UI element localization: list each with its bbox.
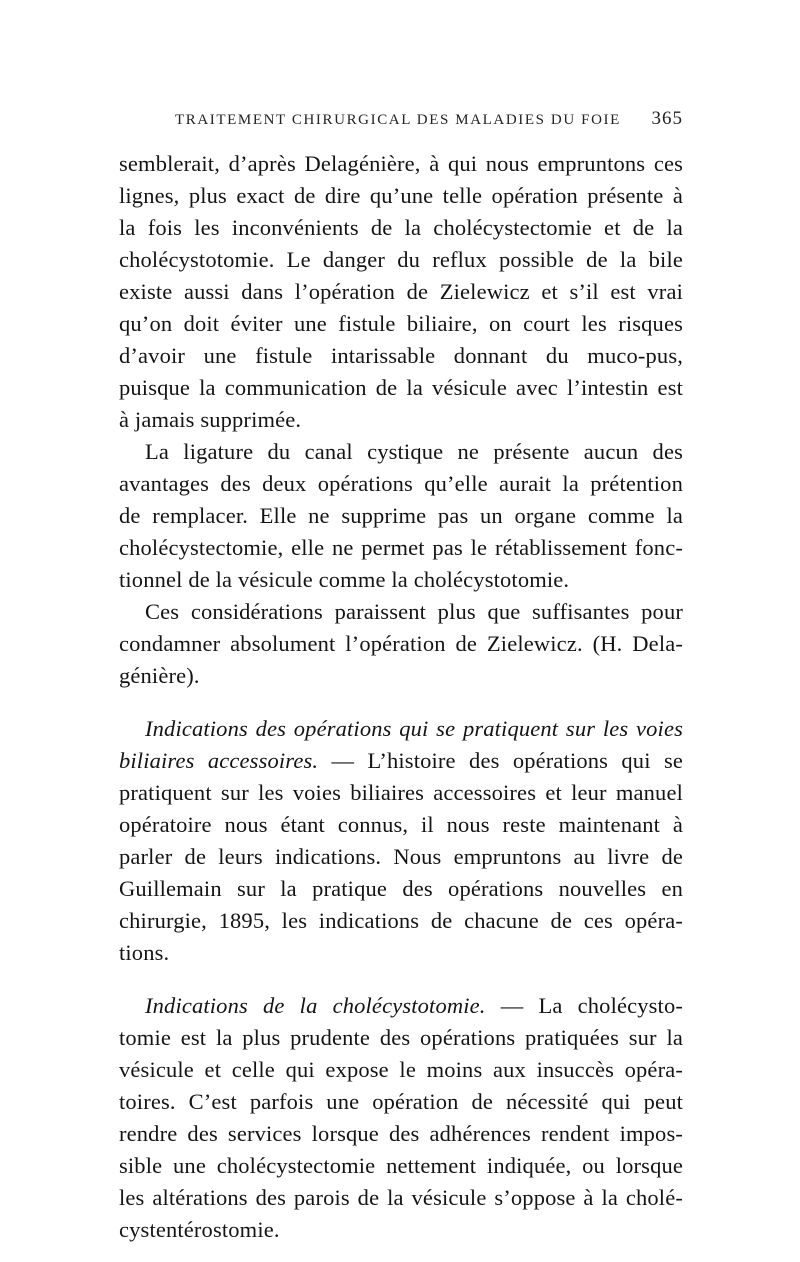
section-heading-continued: biliaires accessoires.	[119, 748, 319, 773]
running-title: TRAITEMENT CHIRURGICAL DES MALADIES DU FOIE	[175, 112, 621, 128]
text-line: d’avoir une fistule intarissable donnant du muco-pus,	[119, 343, 683, 368]
text-line: Ces considérations paraissent plus que suffisantes pour	[145, 599, 683, 624]
paragraph-2	[119, 436, 683, 596]
text-line: tomie est la plus prudente des opérations pratiquées sur la	[119, 1025, 683, 1050]
section-heading: Indications de la cholécystotomie.	[145, 993, 486, 1018]
text-line: génière).	[119, 663, 200, 688]
text-line: chirurgie, 1895, les indications de chacune de ces opéra-	[119, 908, 683, 933]
text-run: — L’histoire des opérations qui se	[318, 748, 684, 773]
text-line: vésicule et celle qui expose le moins aux insuccès opéra-	[119, 1057, 683, 1082]
text-line: semblerait, d’après Delagénière, à qui nous empruntons ces	[119, 151, 683, 176]
text-line	[119, 745, 683, 777]
text-line: lignes, plus exact de dire qu’une telle opération présente à	[119, 183, 683, 208]
text-line: de remplacer. Elle ne supprime pas un organe comme la	[119, 503, 683, 528]
text-line: condamner absolument l’opération de Zielewicz. (H. Dela-	[119, 631, 683, 656]
paragraph-1	[119, 148, 683, 436]
text-line: sible une cholécystectomie nettement indiquée, ou lorsque	[119, 1153, 683, 1178]
text-line: les altérations des parois de la vésicule s’oppose à la cholé-	[119, 1185, 683, 1210]
running-head	[175, 108, 683, 130]
text-line: toires. C’est parfois une opération de nécessité qui peut	[119, 1089, 683, 1114]
text-line: tionnel de la vésicule comme la cholécystotomie.	[119, 567, 570, 592]
text-line	[119, 990, 683, 1022]
page-number: 365	[651, 108, 683, 129]
paragraph-3	[119, 596, 683, 692]
section-indications-cholecystotomie	[119, 990, 683, 1246]
text-line: cholécystotomie. Le danger du reflux possible de la bile	[119, 247, 683, 272]
text-run: — La cholécysto-	[485, 993, 683, 1018]
text-line: tions.	[119, 940, 170, 965]
text-line: existe aussi dans l’opération de Zielewicz et s’il est vrai	[119, 279, 683, 304]
section-indications-operations	[119, 713, 683, 969]
text-line: Guillemain sur la pratique des opérations nouvelles en	[119, 876, 683, 901]
text-line: puisque la communication de la vésicule avec l’intestin est	[119, 375, 683, 400]
text-line: rendre des services lorsque des adhérences rendent impos-	[119, 1121, 683, 1146]
text-line: pratiquent sur les voies biliaires accessoires et leur manuel	[119, 780, 683, 805]
text-line: opératoire nous étant connus, il nous reste maintenant à	[119, 812, 683, 837]
section-heading-line	[119, 713, 683, 745]
text-line: cholécystectomie, elle ne permet pas le rétablissement fonc-	[119, 535, 683, 560]
text-line: parler de leurs indications. Nous empruntons au livre de	[119, 844, 683, 869]
text-line: la fois les inconvénients de la cholécystectomie et de la	[119, 215, 683, 240]
text-line: La ligature du canal cystique ne présente aucun des	[145, 439, 683, 464]
section-heading: Indications des opérations qui se pratiquent sur les voies	[145, 716, 683, 741]
body-text	[119, 148, 683, 1246]
text-line: à jamais supprimée.	[119, 407, 302, 432]
text-line: cystentérostomie.	[119, 1217, 280, 1242]
text-line: avantages des deux opérations qu’elle aurait la prétention	[119, 471, 683, 496]
text-line: qu’on doit éviter une fistule biliaire, on court les risques	[119, 311, 683, 336]
